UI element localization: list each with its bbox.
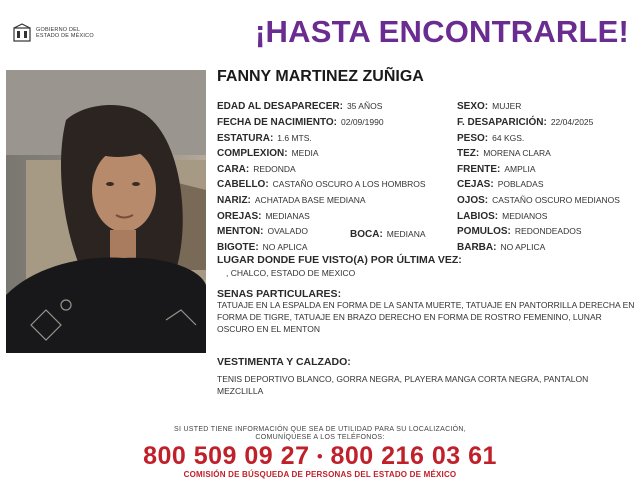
phone-numbers — [0, 442, 640, 471]
footer-note-line-2: COMUNÍQUESE A LOS TELÉFONOS: — [255, 434, 385, 441]
edad-value: 35 AÑOS — [346, 101, 383, 111]
phone-number-2[interactable]: 800 216 03 61 — [330, 442, 497, 470]
complexion-value: MEDIA — [291, 148, 319, 158]
f-desaparicion-value: 22/04/2025 — [550, 117, 594, 127]
barba-label: BARBA: — [457, 242, 497, 253]
government-logo-text — [36, 27, 94, 40]
labios-value: MEDIANOS — [502, 211, 548, 221]
field-boca — [350, 224, 426, 242]
bigote-value: NO APLICA — [262, 242, 308, 252]
labios-label: LABIOS: — [457, 211, 499, 222]
ojos-label: OJOS: — [457, 195, 489, 206]
complexion-label: COMPLEXION: — [217, 148, 288, 159]
cabello-label: CABELLO: — [217, 179, 269, 190]
field-bigote — [217, 237, 308, 255]
peso-label: PESO: — [457, 133, 489, 144]
bigote-label: BIGOTE: — [217, 242, 259, 253]
government-logo — [12, 22, 112, 44]
field-barba — [457, 237, 545, 255]
logo-line-1: GOBIERNO DEL — [36, 26, 81, 33]
logo-line-2: ESTADO DE MÉXICO — [36, 33, 94, 39]
cejas-label: CEJAS: — [457, 179, 494, 190]
person-name: FANNY MARTINEZ ZUÑIGA — [217, 68, 424, 85]
clothing-label: VESTIMENTA Y CALZADO: — [217, 356, 351, 368]
cara-label: CARA: — [217, 164, 250, 175]
tez-label: TEZ: — [457, 148, 480, 159]
state-seal-icon — [12, 23, 32, 43]
menton-value: OVALADO — [267, 226, 308, 236]
particular-signs-value: TATUAJE EN LA ESPALDA EN FORMA DE LA SANTA MUERTE, TATUAJE EN PANTORRILLA DERECHA EN FORMA DE TIGRE, TATUAJE EN BRAZO DERECHO EN FORMA DE ROSTRO FEMENINO, LUNAR OSCURO EN EL MENTON — [217, 300, 635, 334]
last-seen-value: , CHALCO, ESTADO DE MEXICO — [226, 268, 356, 278]
tez-value: MORENA CLARA — [483, 148, 551, 158]
orejas-label: OREJAS: — [217, 211, 262, 222]
barba-value: NO APLICA — [500, 242, 546, 252]
peso-value: 64 KGS. — [492, 133, 525, 143]
estatura-value: 1.6 MTS. — [277, 133, 312, 143]
particular-signs-label: SENAS PARTICULARES: — [217, 288, 342, 300]
edad-label: EDAD AL DESAPARECER: — [217, 101, 343, 112]
estatura-label: ESTATURA: — [217, 133, 274, 144]
frente-value: AMPLIA — [504, 164, 536, 174]
cejas-value: POBLADAS — [497, 179, 544, 189]
pomulos-value: REDONDEADOS — [514, 226, 582, 236]
footer-note-line-1: SI USTED TIENE INFORMACIÓN QUE SEA DE UTILIDAD PARA SU LOCALIZACIÓN, — [173, 426, 467, 433]
f-desaparicion-label: F. DESAPARICIÓN: — [457, 117, 547, 128]
missing-person-photo — [6, 70, 206, 353]
last-seen-label: LUGAR DONDE FUE VISTO(A) POR ÚLTIMA VEZ: — [217, 254, 462, 266]
nariz-value: ACHATADA BASE MEDIANA — [254, 195, 366, 205]
pomulos-label: POMULOS: — [457, 226, 511, 237]
orejas-value: MEDIANAS — [265, 211, 310, 221]
nariz-label: NARIZ: — [217, 195, 251, 206]
portrait-illustration — [6, 70, 206, 353]
sexo-label: SEXO: — [457, 101, 489, 112]
cara-value: REDONDA — [253, 164, 296, 174]
menton-label: MENTON: — [217, 226, 264, 237]
clothing-value: TENIS DEPORTIVO BLANCO, GORRA NEGRA, PLAYERA MANGA CORTA NEGRA, PANTALON MEZCLILLA — [217, 374, 589, 396]
phone-separator: • — [316, 448, 324, 466]
fecha-nacimiento-label: FECHA DE NACIMIENTO: — [217, 117, 337, 128]
page-headline: ¡HASTA ENCONTRARLE! — [255, 14, 630, 49]
commission-name: COMISIÓN DE BÚSQUEDA DE PERSONAS DEL ESTADO DE MÉXICO — [183, 470, 457, 479]
fecha-nacimiento-value: 02/09/1990 — [341, 117, 384, 127]
sexo-value: MUJER — [492, 101, 522, 111]
boca-value: MEDIANA — [386, 229, 426, 239]
boca-label: BOCA: — [350, 229, 383, 240]
frente-label: FRENTE: — [457, 164, 501, 175]
ojos-value: CASTAÑO OSCURO MEDIANOS — [492, 195, 620, 205]
phone-number-1[interactable]: 800 509 09 27 — [143, 442, 310, 470]
cabello-value: CASTAÑO OSCURO A LOS HOMBROS — [272, 179, 426, 189]
